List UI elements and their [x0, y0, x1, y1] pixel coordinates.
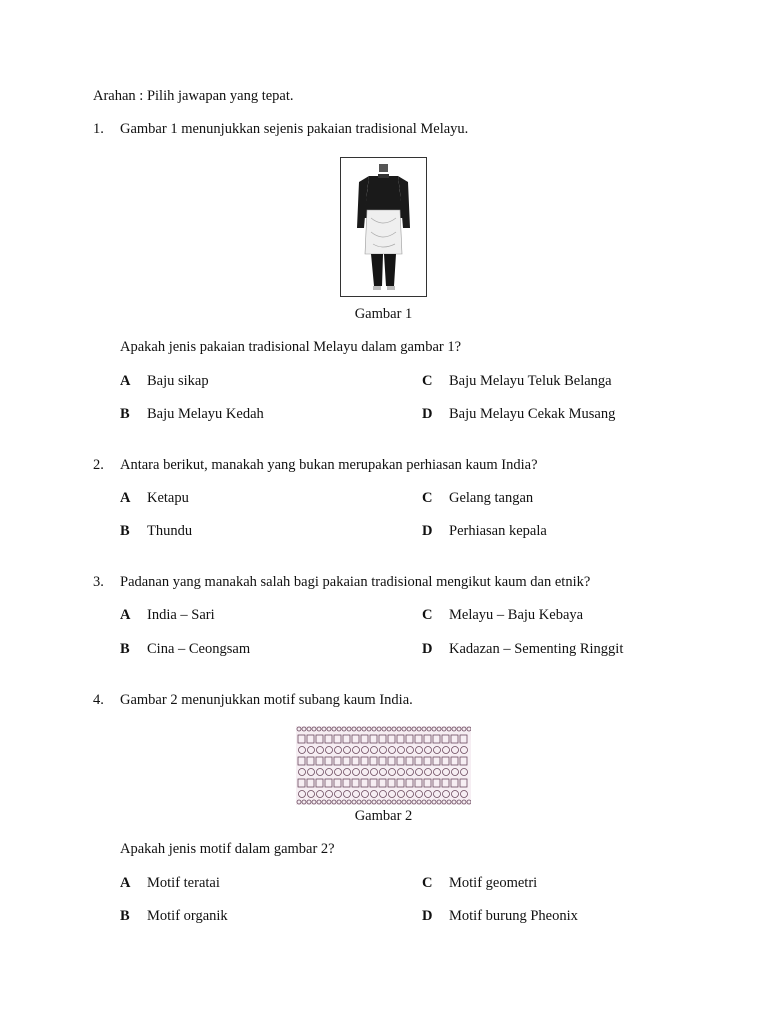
option-text: India – Sari — [147, 607, 215, 623]
option-b[interactable] — [120, 641, 251, 658]
option-text: Baju Melayu Teluk Belanga — [449, 373, 612, 389]
option-letter: C — [422, 373, 433, 389]
option-letter: D — [422, 908, 433, 924]
option-a[interactable] — [120, 607, 215, 624]
option-text: Ketapu — [147, 490, 189, 506]
option-letter: A — [120, 373, 131, 389]
figure-1-baju-melayu-image — [340, 157, 427, 297]
option-d[interactable] — [422, 908, 578, 925]
option-c[interactable] — [422, 490, 534, 507]
option-text: Motif organik — [147, 908, 228, 924]
option-letter: B — [120, 523, 130, 539]
figure-2-motif-image — [296, 726, 471, 805]
option-text: Baju Melayu Cekak Musang — [449, 406, 616, 422]
question-stem: Antara berikut, manakah yang bukan merupakan perhiasan kaum India? — [120, 457, 538, 473]
figure-1-caption: Gambar 1 — [354, 306, 413, 322]
option-c[interactable] — [422, 607, 584, 624]
option-letter: C — [422, 490, 433, 506]
question-number: 3. — [93, 574, 104, 590]
option-b[interactable] — [120, 523, 193, 540]
question-number: 2. — [93, 457, 104, 473]
option-b[interactable] — [120, 406, 264, 423]
instruction: Arahan : Pilih jawapan yang tepat. — [93, 88, 294, 104]
option-letter: D — [422, 406, 433, 422]
option-c[interactable] — [422, 875, 538, 892]
question-stem: Gambar 2 menunjukkan motif subang kaum India. — [120, 692, 413, 708]
option-d[interactable] — [422, 641, 624, 658]
question-stem: Gambar 1 menunjukkan sejenis pakaian tradisional Melayu. — [120, 121, 469, 137]
option-text: Motif teratai — [147, 875, 220, 891]
option-text: Melayu – Baju Kebaya — [449, 607, 584, 623]
question-stem: Padanan yang manakah salah bagi pakaian tradisional mengikut kaum dan etnik? — [120, 574, 591, 590]
question-number: 1. — [93, 121, 104, 137]
option-text: Gelang tangan — [449, 490, 534, 506]
option-letter: B — [120, 406, 130, 422]
option-a[interactable] — [120, 875, 220, 892]
option-letter: B — [120, 641, 130, 657]
option-letter: D — [422, 523, 433, 539]
option-letter: A — [120, 875, 131, 891]
question-prompt: Apakah jenis pakaian tradisional Melayu dalam gambar 1? — [120, 339, 462, 355]
option-text: Thundu — [147, 523, 193, 539]
option-text: Perhiasan kepala — [449, 523, 547, 539]
option-d[interactable] — [422, 406, 616, 423]
question-prompt: Apakah jenis motif dalam gambar 2? — [120, 841, 335, 857]
option-letter: B — [120, 908, 130, 924]
option-a[interactable] — [120, 490, 189, 507]
option-letter: C — [422, 875, 433, 891]
option-letter: C — [422, 607, 433, 623]
option-letter: A — [120, 607, 131, 623]
option-text: Baju Melayu Kedah — [147, 406, 264, 422]
figure-2-caption: Gambar 2 — [354, 808, 413, 824]
option-d[interactable] — [422, 523, 547, 540]
option-a[interactable] — [120, 373, 209, 390]
option-text: Motif geometri — [449, 875, 538, 891]
option-text: Cina – Ceongsam — [147, 641, 251, 657]
option-c[interactable] — [422, 373, 612, 390]
option-letter: A — [120, 490, 131, 506]
option-b[interactable] — [120, 908, 228, 925]
option-text: Kadazan – Sementing Ringgit — [449, 641, 624, 657]
question-number: 4. — [93, 692, 104, 708]
option-letter: D — [422, 641, 433, 657]
option-text: Baju sikap — [147, 373, 209, 389]
option-text: Motif burung Pheonix — [449, 908, 578, 924]
